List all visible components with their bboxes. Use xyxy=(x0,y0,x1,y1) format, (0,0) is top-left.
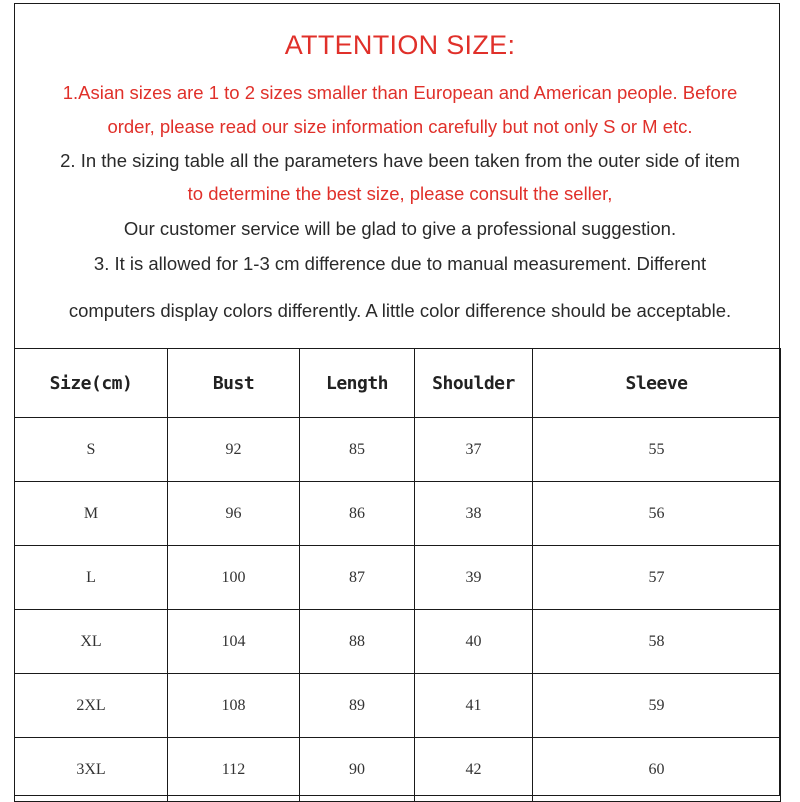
notice-line-1: 1.Asian sizes are 1 to 2 sizes smaller than European and American people. Before xyxy=(62,82,738,103)
cell-sleeve: 56 xyxy=(533,482,781,546)
cell-shoulder: 39 xyxy=(415,546,533,610)
cell-length: 87 xyxy=(300,546,415,610)
table-row xyxy=(15,418,781,482)
notice-title: ATTENTION SIZE: xyxy=(284,30,516,60)
cell-sleeve: 60 xyxy=(533,738,781,802)
cell-shoulder: 42 xyxy=(415,738,533,802)
table-row xyxy=(15,610,781,674)
cell-bust: 112 xyxy=(168,738,300,802)
cell-length: 86 xyxy=(300,482,415,546)
cell-sleeve: 58 xyxy=(533,610,781,674)
cell-shoulder: 37 xyxy=(415,418,533,482)
cell-shoulder: 41 xyxy=(415,674,533,738)
header-bust: Bust xyxy=(168,349,300,418)
notice-line-6: 3. It is allowed for 1-3 cm difference due to manual measurement. Different xyxy=(93,253,707,274)
header-size: Size(cm) xyxy=(15,349,168,418)
cell-size: 3XL xyxy=(15,738,168,802)
cell-sleeve: 55 xyxy=(533,418,781,482)
cell-shoulder: 38 xyxy=(415,482,533,546)
cell-bust: 96 xyxy=(168,482,300,546)
cell-shoulder: 40 xyxy=(415,610,533,674)
notice-line-2: order, please read our size information carefully but not only S or M etc. xyxy=(107,116,693,137)
header-shoulder: Shoulder xyxy=(415,349,533,418)
notice-line-5: Our customer service will be glad to give a professional suggestion. xyxy=(123,218,677,239)
notice-line-4: to determine the best size, please consult the seller, xyxy=(187,183,613,204)
cell-length: 88 xyxy=(300,610,415,674)
cell-size: 2XL xyxy=(15,674,168,738)
table-row xyxy=(15,738,781,802)
cell-length: 85 xyxy=(300,418,415,482)
cell-bust: 108 xyxy=(168,674,300,738)
header-length: Length xyxy=(300,349,415,418)
cell-sleeve: 57 xyxy=(533,546,781,610)
cell-bust: 104 xyxy=(168,610,300,674)
cell-size: XL xyxy=(15,610,168,674)
table-row xyxy=(15,546,781,610)
header-sleeve: Sleeve xyxy=(533,349,781,418)
cell-size: L xyxy=(15,546,168,610)
table-row xyxy=(15,482,781,546)
cell-size: M xyxy=(15,482,168,546)
size-table xyxy=(14,348,781,802)
table-row xyxy=(15,674,781,738)
notice-line-7: computers display colors differently. A little color difference should be acceptable. xyxy=(68,300,732,321)
cell-sleeve: 59 xyxy=(533,674,781,738)
cell-bust: 100 xyxy=(168,546,300,610)
cell-length: 90 xyxy=(300,738,415,802)
notice-line-3: 2. In the sizing table all the parameters have been taken from the outer side of item xyxy=(60,150,740,171)
cell-bust: 92 xyxy=(168,418,300,482)
table-header-row xyxy=(15,349,781,418)
cell-length: 89 xyxy=(300,674,415,738)
cell-size: S xyxy=(15,418,168,482)
